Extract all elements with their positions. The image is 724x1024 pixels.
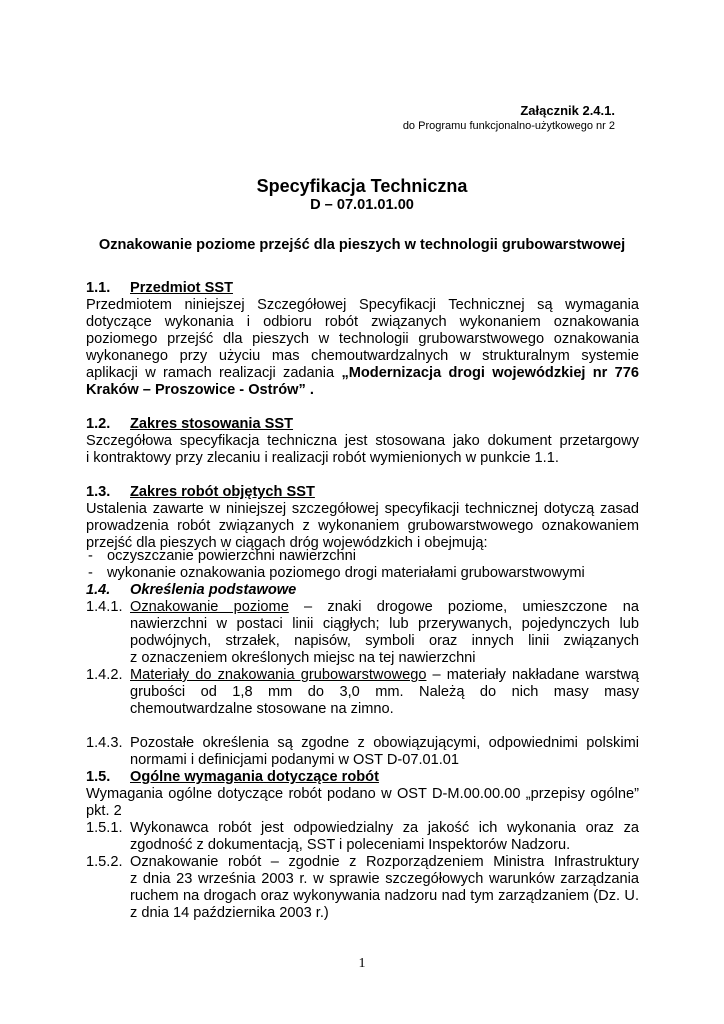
text-line	[130, 667, 639, 684]
document-subtitle: Oznakowanie poziome przejść dla pieszych w technologii grubowarstwowej	[98, 237, 626, 253]
text-line: pkt. 2	[86, 803, 122, 819]
subsection-number: 1.4.1.	[86, 599, 123, 615]
text-line: nawierzchni w postaci linii ciągłych; lub przerywanych, pojedynczych lub	[130, 616, 639, 632]
section-number: 1.3.	[86, 484, 111, 500]
subsection-body	[130, 854, 639, 922]
text-line: grubości od 1,8 mm do 3,0 mm. Należą do nich masy masy	[130, 684, 639, 700]
text-line: z dnia 14 października 2003 r.)	[130, 905, 329, 921]
document-title: Specyfikacja Techniczna	[256, 176, 468, 196]
project-name: „Modernizacja drogi wojewódzkiej nr 776	[341, 365, 639, 381]
text-line: chemoutwardzalne stosowane na zimno.	[130, 701, 394, 717]
defined-term: Oznakowanie poziome	[130, 599, 289, 615]
section-1-1-body	[86, 297, 639, 399]
section-number: 1.2.	[86, 416, 111, 432]
subsection-number: 1.4.3.	[86, 735, 123, 751]
project-name-cont: Kraków – Proszowice - Ostrów” .	[86, 382, 314, 398]
bullet-dash: -	[88, 548, 93, 564]
text-line: normami i definicjami podanymi w OST D-07.01.01	[130, 752, 460, 768]
text-line: dotyczące wykonania i odbioru robót związanych wykonaniem oznakowania	[86, 314, 639, 330]
subsection-body	[130, 820, 639, 854]
section-1-2-body	[86, 433, 639, 467]
annex-label: Załącznik 2.4.1.	[520, 103, 615, 118]
text-line: przejść dla pieszych w ciągach dróg wojewódzkich i obejmują:	[86, 535, 488, 551]
subsection-body	[130, 735, 639, 769]
section-number: 1.4.	[86, 582, 111, 598]
text-line: z oznaczeniem określonych miejsc na tej nawierzchni	[130, 650, 476, 666]
text-line	[130, 599, 639, 616]
text-line	[86, 365, 639, 382]
text-line: z dnia 23 września 2003 r. w sprawie szczegółowych warunków zarządzania	[130, 871, 639, 887]
document-code: D – 07.01.01.00	[310, 197, 414, 213]
text-line: Przedmiotem niniejszej Szczegółowej Specyfikacji Technicznej są wymagania	[86, 297, 639, 313]
text-line: Ustalenia zawarte w niniejszej szczegółowej specyfikacji technicznej dotyczą zasad	[86, 501, 639, 517]
section-1-5-body	[86, 786, 639, 820]
text-line: Wymagania ogólne dotyczące robót podano w OST D-M.00.00.00 „przepisy ogólne”	[86, 786, 639, 802]
section-title: Zakres robót objętych SST	[130, 484, 315, 500]
text-line: Szczegółowa specyfikacja techniczna jest stosowana jako dokument przetargowy	[86, 433, 639, 449]
list-item-text: wykonanie oznakowania poziomego drogi materiałami grubowarstwowymi	[107, 565, 585, 581]
text-line: ruchem na drogach oraz wykonywania nadzoru nad tym zarządzaniem (Dz. U.	[130, 888, 639, 904]
text-line: podwójnych, strzałek, napisów, symboli oraz innych linii związanych	[130, 633, 639, 649]
section-title: Określenia podstawowe	[130, 582, 297, 598]
subsection-number: 1.4.2.	[86, 667, 123, 683]
text-line: wykonanego przy użyciu mas chemoutwardzalnych w strukturalnym systemie	[86, 348, 639, 364]
text-line: poziomego przejść dla pieszych w technologii grubowarstwowego oznakowania	[86, 331, 639, 347]
text-line: prowadzenia robót związanych z wykonaniem grubowarstwowego oznakowaniem	[86, 518, 639, 534]
text-fragment: – znaki drogowe poziome, umieszczone na	[288, 599, 639, 615]
defined-term: Materiały do znakowania grubowarstwowego	[130, 667, 427, 683]
text-line: Wykonawca robót jest odpowiedzialny za jakość ich wykonania oraz za	[130, 820, 639, 836]
text-line: zgodność z dokumentacją, SST i poleceniami Inspektorów Nadzoru.	[130, 837, 571, 853]
section-title: Zakres stosowania SST	[130, 416, 294, 432]
text-fragment: – materiały nakładane warstwą	[426, 667, 639, 683]
section-number: 1.5.	[86, 769, 111, 785]
subsection-number: 1.5.2.	[86, 854, 123, 870]
subsection-number: 1.5.1.	[86, 820, 123, 836]
section-number: 1.1.	[86, 280, 111, 296]
subsection-body	[130, 667, 639, 718]
section-title: Przedmiot SST	[130, 280, 233, 296]
list-item-text: oczyszczanie powierzchni nawierzchni	[107, 548, 357, 564]
section-1-3-body	[86, 501, 639, 552]
annex-sublabel: do Programu funkcjonalno-użytkowego nr 2	[402, 120, 615, 132]
text-line: Pozostałe określenia są zgodne z obowiązującymi, odpowiednimi polskimi	[130, 735, 639, 751]
page-number: 1	[358, 956, 366, 971]
text-line: Oznakowanie robót – zgodnie z Rozporządzeniem Ministra Infrastruktury	[130, 854, 639, 870]
bullet-dash: -	[88, 565, 93, 581]
text-fragment: aplikacji w ramach realizacji zadania	[86, 365, 342, 381]
section-title: Ogólne wymagania dotyczące robót	[130, 769, 379, 785]
text-line: i kontraktowy przy zlecaniu i realizacji robót wymienionych w punkcie 1.1.	[86, 450, 559, 466]
subsection-body	[130, 599, 639, 667]
